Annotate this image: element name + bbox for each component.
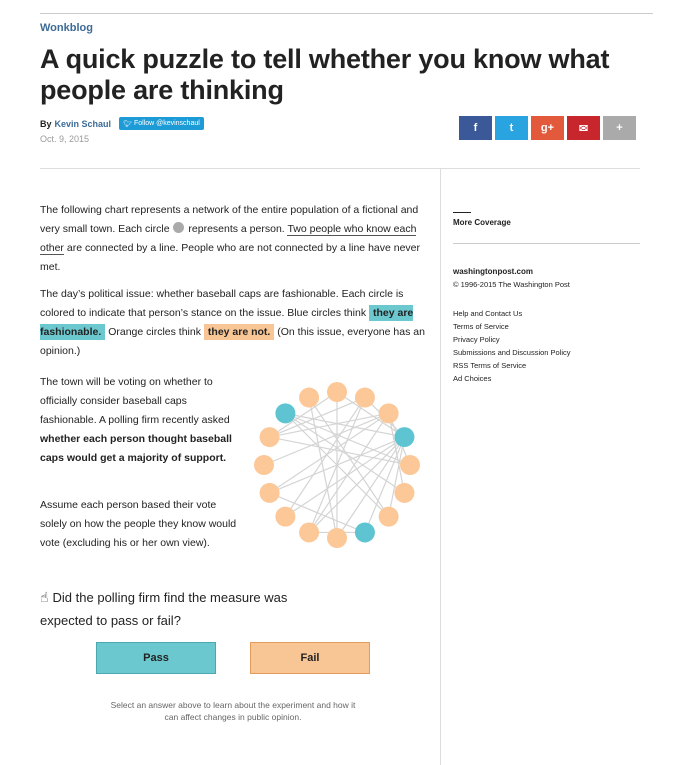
orange-person-node [260, 483, 280, 503]
site-name[interactable]: washingtonpost.com [453, 267, 533, 276]
orange-person-node [394, 483, 414, 503]
orange-person-node [379, 403, 399, 423]
orange-person-node [254, 455, 274, 475]
follow-label: Follow @kevinschaul [133, 120, 200, 127]
p3-text-a: The town will be voting on whether to officially consider baseball caps fashionable. A polling firm recently asked [40, 376, 230, 426]
question-prompt [40, 586, 310, 632]
orange-person-node [379, 507, 399, 527]
more-coverage-heading: More Coverage [453, 218, 511, 227]
social-network-graph [250, 375, 425, 550]
connection-term[interactable]: Two people who know each other [40, 223, 417, 254]
p1-text-b: represents a person. [188, 223, 285, 235]
orange-person-node [260, 427, 280, 447]
headline: A quick puzzle to tell whether you know what people are thinking [40, 44, 610, 105]
p1-text-c: are connected by a line. People who are not connected by a line have never met. [40, 242, 421, 273]
email-icon: ✉ [578, 122, 589, 135]
question-text: Did the polling firm find the measure was expected to pass or fail? [40, 590, 288, 628]
byline-prefix: By [40, 118, 52, 129]
publish-date: Oct. 9, 2015 [40, 134, 90, 144]
answer-hint: Select an answer above to learn about the experiment and how it can affect changes in public opinion. [110, 700, 356, 722]
column-divider [440, 169, 441, 765]
orange-person-node [400, 455, 420, 475]
googleplus-icon: g+ [540, 122, 555, 134]
paragraph-assumption: Assume each person based their vote solely on how the people they know would vote (excluding his or her own view). [40, 499, 237, 549]
orange-highlight: they are not. [204, 324, 274, 340]
blue-highlight: they are fashionable. [40, 307, 414, 338]
footer-link[interactable]: Ad Choices [453, 374, 492, 383]
p2-text-a: The day’s political issue: whether baseball caps are fashionable. Each circle is colored to indicate that person’s stance on the issue. Blue circles think [40, 288, 404, 319]
email-share-button[interactable] [567, 116, 600, 140]
footer-links [453, 307, 571, 385]
orange-person-node [299, 388, 319, 408]
twitter-follow-button[interactable] [119, 117, 204, 130]
blue-person-node [355, 522, 375, 542]
copyright: © 1996-2015 The Washington Post [453, 280, 570, 289]
author-link[interactable]: Kevin Schaul [54, 118, 112, 129]
byline [40, 117, 204, 130]
sidebar-rule [453, 243, 640, 244]
paragraph-vote [40, 373, 240, 468]
fail-button[interactable]: Fail [250, 642, 370, 674]
orange-person-node [327, 528, 347, 548]
twitter-icon: t [509, 122, 514, 134]
orange-person-node [327, 382, 347, 402]
p2-text-b: Orange circles think [108, 326, 201, 338]
facebook-share-button[interactable] [459, 116, 492, 140]
footer-link[interactable]: Submissions and Discussion Policy [453, 348, 571, 357]
pass-button[interactable]: Pass [96, 642, 216, 674]
googleplus-share-button[interactable] [531, 116, 564, 140]
blue-person-node [275, 403, 295, 423]
blue-person-node [394, 427, 414, 447]
footer-link[interactable]: Privacy Policy [453, 335, 500, 344]
p1-text-a: The following chart represents a network of the entire population of a fictional and very small town. Each circle [40, 204, 419, 235]
more-share-button[interactable] [603, 116, 636, 140]
footer-link[interactable]: Terms of Service [453, 322, 509, 331]
orange-person-node [355, 388, 375, 408]
network-edge [270, 437, 410, 465]
footer-link[interactable]: Help and Contact Us [453, 309, 523, 318]
section-kicker[interactable]: Wonkblog [40, 22, 93, 34]
footer-link[interactable]: RSS Terms of Service [453, 361, 527, 370]
gray-circle-icon [173, 222, 184, 233]
pointer-hand-icon: ☝︎ [40, 589, 49, 605]
p2-text-c: (On this issue, everyone has an opinion.) [40, 326, 425, 357]
network-edge [389, 413, 405, 493]
header-rule [40, 168, 640, 169]
orange-person-node [275, 507, 295, 527]
p3-bold-text: whether each person thought baseball caps would get a majority of support. [40, 433, 232, 464]
twitter-share-button[interactable] [495, 116, 528, 140]
facebook-icon: f [473, 122, 478, 134]
paragraph-issue [40, 285, 425, 361]
top-rule [40, 13, 653, 14]
share-bar [459, 116, 636, 140]
bird-icon: 🐦︎ [123, 120, 132, 128]
orange-person-node [299, 522, 319, 542]
paragraph-intro [40, 201, 425, 277]
plus-icon: + [616, 122, 623, 134]
sidebar-dash [453, 212, 471, 213]
